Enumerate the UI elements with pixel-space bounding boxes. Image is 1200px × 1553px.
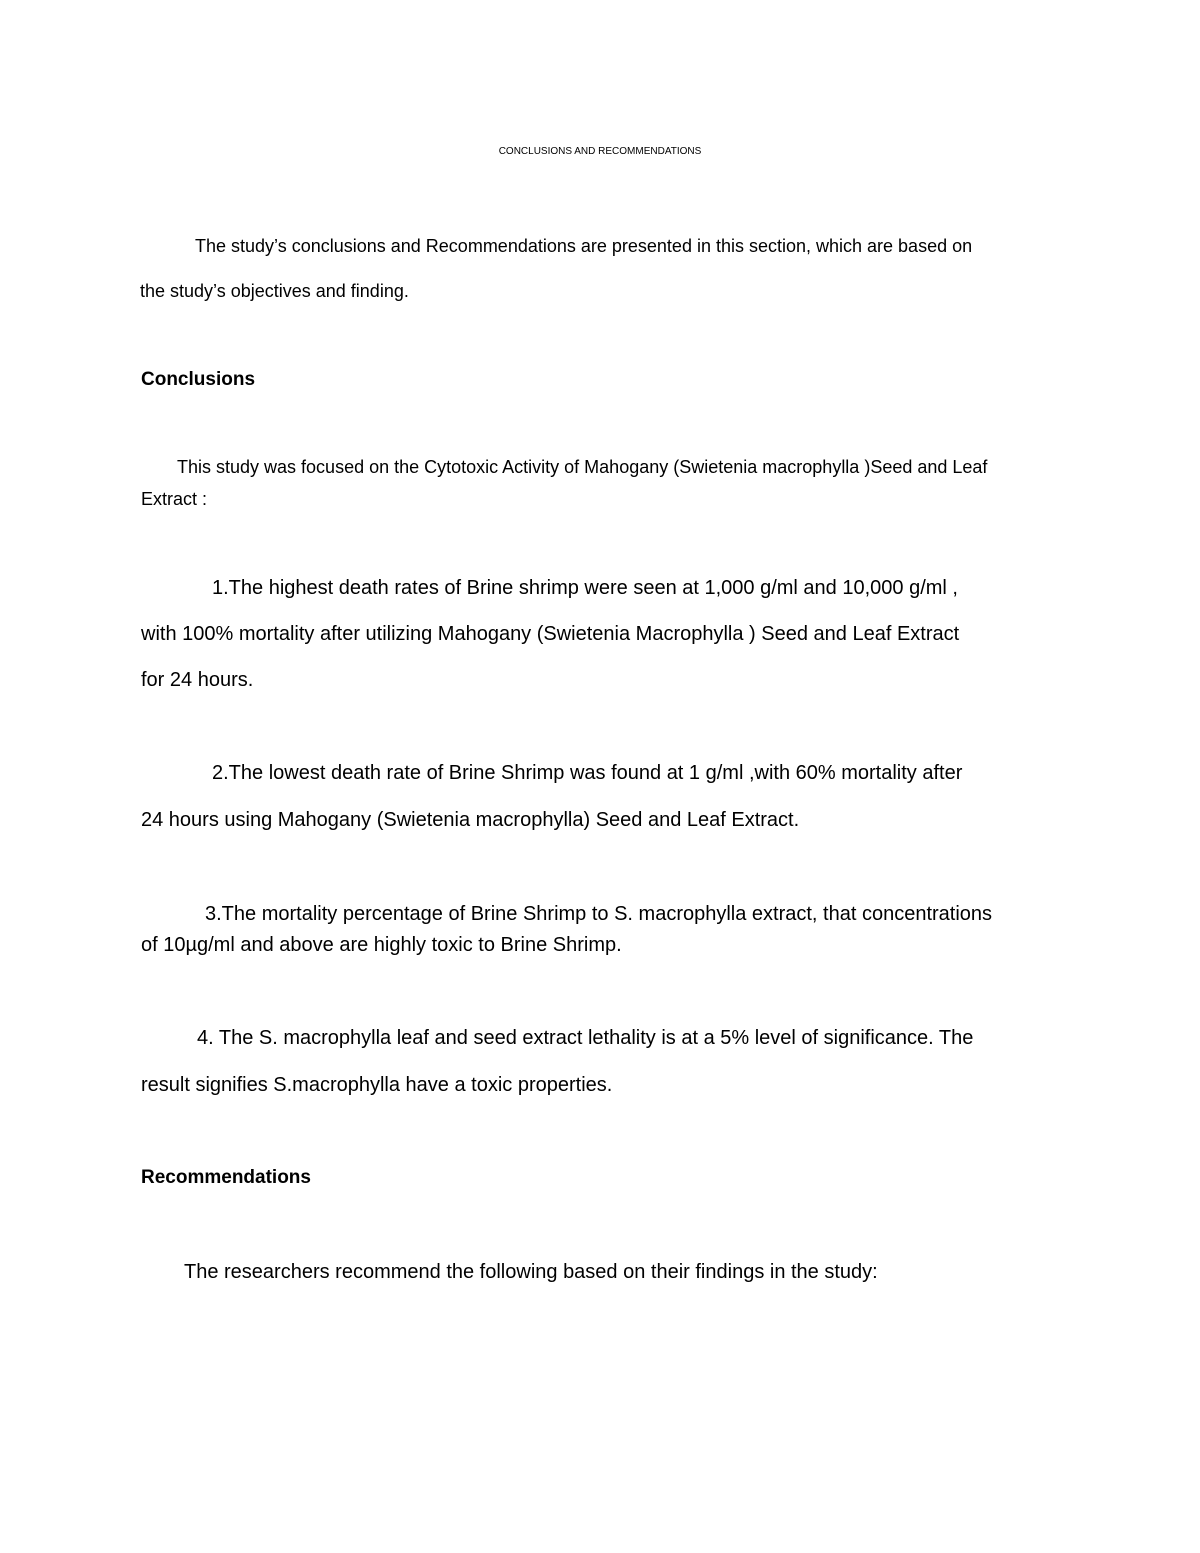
recommendations-intro: The researchers recommend the following based on their findings in the study: — [184, 1261, 878, 1283]
conclusions-heading: Conclusions — [141, 369, 256, 390]
conclusion-3-line-1: 3.The mortality percentage of Brine Shrimp to S. macrophylla extract, that concentrations — [205, 903, 993, 925]
page-title: CONCLUSIONS AND RECOMMENDATIONS — [498, 146, 702, 157]
conclusion-2-line-1: 2.The lowest death rate of Brine Shrimp was found at 1 g/ml ,with 60% mortality after — [212, 762, 963, 784]
conclusions-scope-line-1: This study was focused on the Cytotoxic Activity of Mahogany (Swietenia macrophylla )Seed and Leaf — [177, 457, 988, 477]
conclusion-1-line-2: with 100% mortality after utilizing Mahogany (Swietenia Macrophylla ) Seed and Leaf Extract — [141, 623, 960, 645]
conclusion-4-line-1: 4. The S. macrophylla leaf and seed extract lethality is at a 5% level of significance. The — [197, 1027, 974, 1049]
intro-line-2: the study’s objectives and finding. — [140, 281, 409, 301]
conclusion-1-line-1: 1.The highest death rates of Brine shrimp were seen at 1,000 g/ml and 10,000 g/ml , — [212, 577, 958, 599]
conclusion-2-line-2: 24 hours using Mahogany (Swietenia macrophylla) Seed and Leaf Extract. — [141, 809, 800, 831]
conclusion-1-line-3: for 24 hours. — [141, 669, 254, 691]
conclusions-scope-line-2: Extract : — [141, 489, 208, 509]
intro-line-1: The study’s conclusions and Recommendations are presented in this section, which are based on — [195, 236, 973, 256]
conclusion-3-line-2: of 10µg/ml and above are highly toxic to Brine Shrimp. — [141, 934, 622, 956]
recommendations-heading: Recommendations — [141, 1167, 311, 1188]
conclusion-4-line-2: result signifies S.macrophylla have a toxic properties. — [141, 1074, 613, 1096]
